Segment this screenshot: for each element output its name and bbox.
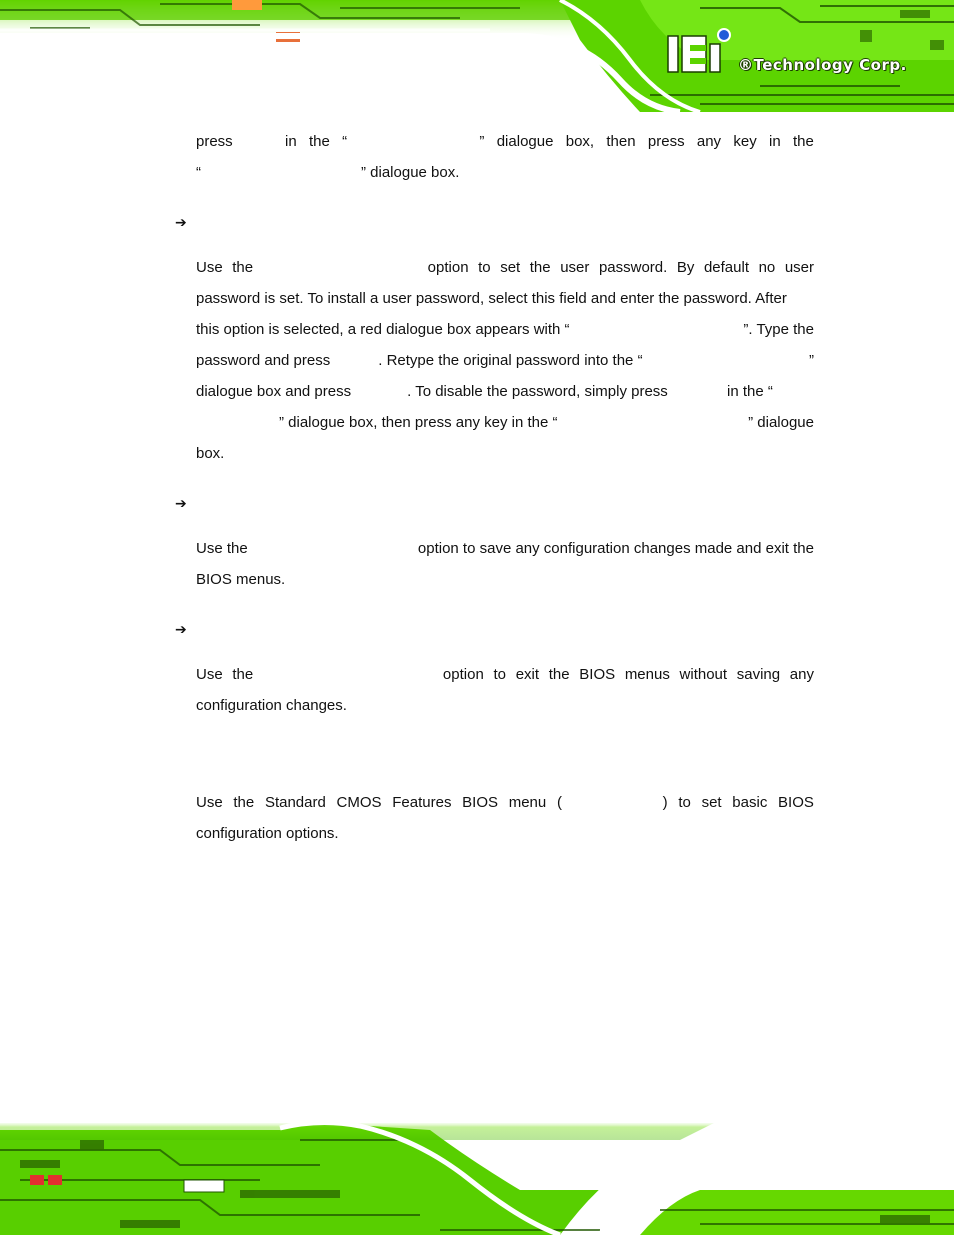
word: Use [196,666,223,683]
word: in [284,133,297,150]
text-fragment: ” dialogue [748,414,814,431]
word: to [493,666,506,683]
word: basic [732,794,768,811]
word: Standard [264,794,326,811]
paragraph-user-password [196,252,814,469]
word: the [792,133,814,150]
page-header [0,0,954,112]
circuit-board-footer [0,1120,954,1235]
word: menus [624,666,670,683]
word: CMOS [336,794,382,811]
word: press [196,133,233,150]
word: ” [479,133,485,150]
text-fragment: in the “ [727,383,773,400]
text-fragment: . To disable the password, simply press [407,383,668,400]
paragraph-save-exit [196,533,814,595]
word: to [678,794,691,811]
word: Features [392,794,452,811]
paragraph-standard-cmos [196,787,814,849]
word: BIOS [462,794,499,811]
text-line: password is set. To install a user password, select this field and enter the password. After [196,290,787,307]
text-fragment: . Retype the original password into the “ [378,352,643,369]
paragraph-continuation [196,126,814,188]
word: the [233,794,255,811]
word: the [232,259,254,276]
text-line [196,252,814,283]
text-fragment: ” dialogue box. [361,164,460,181]
word: any [696,133,722,150]
word: password. [598,259,668,276]
word: option [442,666,484,683]
iei-logo-icon [664,28,732,74]
word: option [427,259,469,276]
word: saving [736,666,781,683]
bullet-arrow-icon: ➔ [175,496,187,512]
word: By [676,259,695,276]
word: user [560,259,590,276]
word: menu [508,794,547,811]
word: the [232,666,254,683]
word: Use [196,259,223,276]
company-logo [664,28,944,80]
bullet-arrow-icon: ➔ [175,215,187,231]
text-line [196,345,814,376]
text-line [196,157,814,188]
text-line: box. [196,445,225,462]
word: user [784,259,814,276]
word: ( [556,794,562,811]
word: Use [196,794,223,811]
text-line: configuration changes. [196,697,347,714]
word: set [500,259,521,276]
word: key [733,133,757,150]
word: exit [515,666,540,683]
word: the [529,259,551,276]
text-line [196,533,814,564]
text-line [196,659,814,690]
word: dialogue [496,133,554,150]
word: any [789,666,814,683]
word: ) [662,794,668,811]
word: then [606,133,636,150]
word: set [701,794,722,811]
paragraph-exit-without-saving [196,659,814,721]
bullet-arrow-icon: ➔ [175,622,187,638]
word: BIOS [579,666,616,683]
word: the [548,666,570,683]
text-fragment: ” dialogue box, then press any key in the “ [279,414,558,431]
word: without [679,666,728,683]
text-line [196,787,814,818]
text-line: BIOS menus. [196,571,286,588]
word: press [647,133,685,150]
word: to [478,259,491,276]
text-fragment: ” [809,352,814,369]
text-fragment: password and press [196,352,331,369]
word: in [769,133,781,150]
word: BIOS [778,794,814,811]
text-line: configuration options. [196,825,339,842]
word: the [308,133,330,150]
text-line [196,376,814,407]
text-fragment: option to save any configuration changes made and exit the [417,540,814,557]
text-fragment: this option is selected, a red dialogue box appears with “ [196,321,570,338]
word: default [703,259,749,276]
logo-wordmark: ®Technology Corp. [738,56,907,74]
text-fragment: dialogue box and press [196,383,352,400]
word: no [758,259,776,276]
word: box, [565,133,595,150]
text-line [196,314,814,345]
text-line [196,407,814,438]
text-fragment: ”. Type the [743,321,814,338]
text-fragment: “ [196,164,201,181]
word: “ [342,133,348,150]
page-footer [0,1120,954,1235]
text-line [196,126,814,157]
text-fragment: Use the [196,540,248,557]
